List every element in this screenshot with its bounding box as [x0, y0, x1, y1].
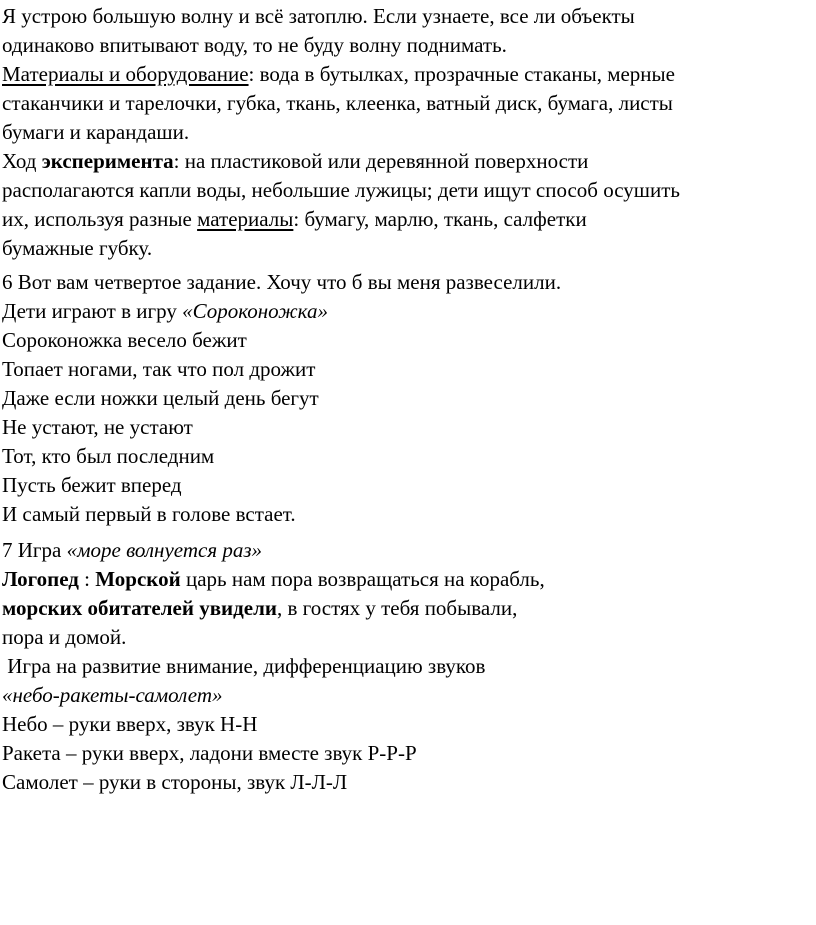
game-rule: Самолет – руки в стороны, звук Л-Л-Л [2, 770, 348, 794]
intro-line: Я устрою большую волну и всё затоплю. Если узнаете, все ли объекты [2, 4, 635, 28]
game-name-line: «небо-ракеты-самолет» [2, 683, 223, 707]
task6-game-name: «Сороконожка» [182, 299, 328, 323]
experiment-line: располагаются капли воды, небольшие лужицы; дети ищут способ осушить [2, 178, 680, 202]
poem-line: Тот, кто был последним [2, 444, 215, 468]
task6-game-prefix: Дети играют в игру [2, 299, 183, 323]
materials-line: стаканчики и тарелочки, губка, ткань, клеенка, ватный диск, бумага, листы [2, 91, 673, 115]
materials-text: : вода в бутылках, прозрачные стаканы, мерные [248, 62, 675, 86]
task7-block [2, 536, 812, 797]
intro-block [2, 2, 812, 263]
speaker-label: Логопед [2, 567, 79, 591]
task6-game-line [2, 297, 812, 326]
task7-text: царь нам пора возвращаться на корабль, [180, 567, 545, 591]
poem-line: Сороконожка весело бежит [2, 328, 247, 352]
poem-line: Пусть бежит вперед [2, 473, 182, 497]
experiment-text: : бумагу, марлю, ткань, салфетки [293, 207, 587, 231]
task6-heading: 6 Вот вам четвертое задание. Хочу что б вы меня развеселили. [2, 270, 562, 294]
task7-line [2, 565, 812, 594]
experiment-materials-word: материалы [197, 207, 294, 231]
game-rule: Небо – руки вверх, звук Н-Н [2, 712, 258, 736]
poem-line: Даже если ножки целый день бегут [2, 386, 319, 410]
game-intro-line: Игра на развитие внимание, дифференциацию звуков [2, 654, 486, 678]
sea-creatures-phrase: морских обитателей увидели [2, 596, 277, 620]
task7-text: , в гостях у тебя побывали, [276, 596, 518, 620]
game-rule: Ракета – руки вверх, ладони вместе звук Р-Р-Р [2, 741, 417, 765]
poem-line: Не устают, не устают [2, 415, 193, 439]
materials-label: Материалы и оборудование [2, 62, 249, 86]
task7-line: пора и домой. [2, 625, 127, 649]
poem-line: Топает ногами, так что пол дрожит [2, 357, 316, 381]
intro-line: одинаково впитывают воду, то не буду волну поднимать. [2, 33, 507, 57]
experiment-line: бумажные губку. [2, 236, 153, 260]
experiment-text: : на пластиковой или деревянной поверхности [173, 149, 589, 173]
speaker-separator: : [78, 567, 96, 591]
experiment-keyword: эксперимента [41, 149, 174, 173]
task7-line [2, 594, 812, 623]
experiment-line [2, 147, 812, 176]
experiment-line [2, 205, 812, 234]
materials-line: бумаги и карандаши. [2, 120, 190, 144]
poem-line: И самый первый в голове встает. [2, 502, 296, 526]
materials-line [2, 60, 812, 89]
task7-heading [2, 536, 812, 565]
task7-heading-prefix: 7 Игра [2, 538, 67, 562]
sea-word: Морской [95, 567, 181, 591]
task7-game-name: «море волнуется раз» [66, 538, 263, 562]
experiment-prefix: Ход [2, 149, 42, 173]
task6-block [2, 268, 812, 529]
experiment-text: их, используя разные [2, 207, 198, 231]
